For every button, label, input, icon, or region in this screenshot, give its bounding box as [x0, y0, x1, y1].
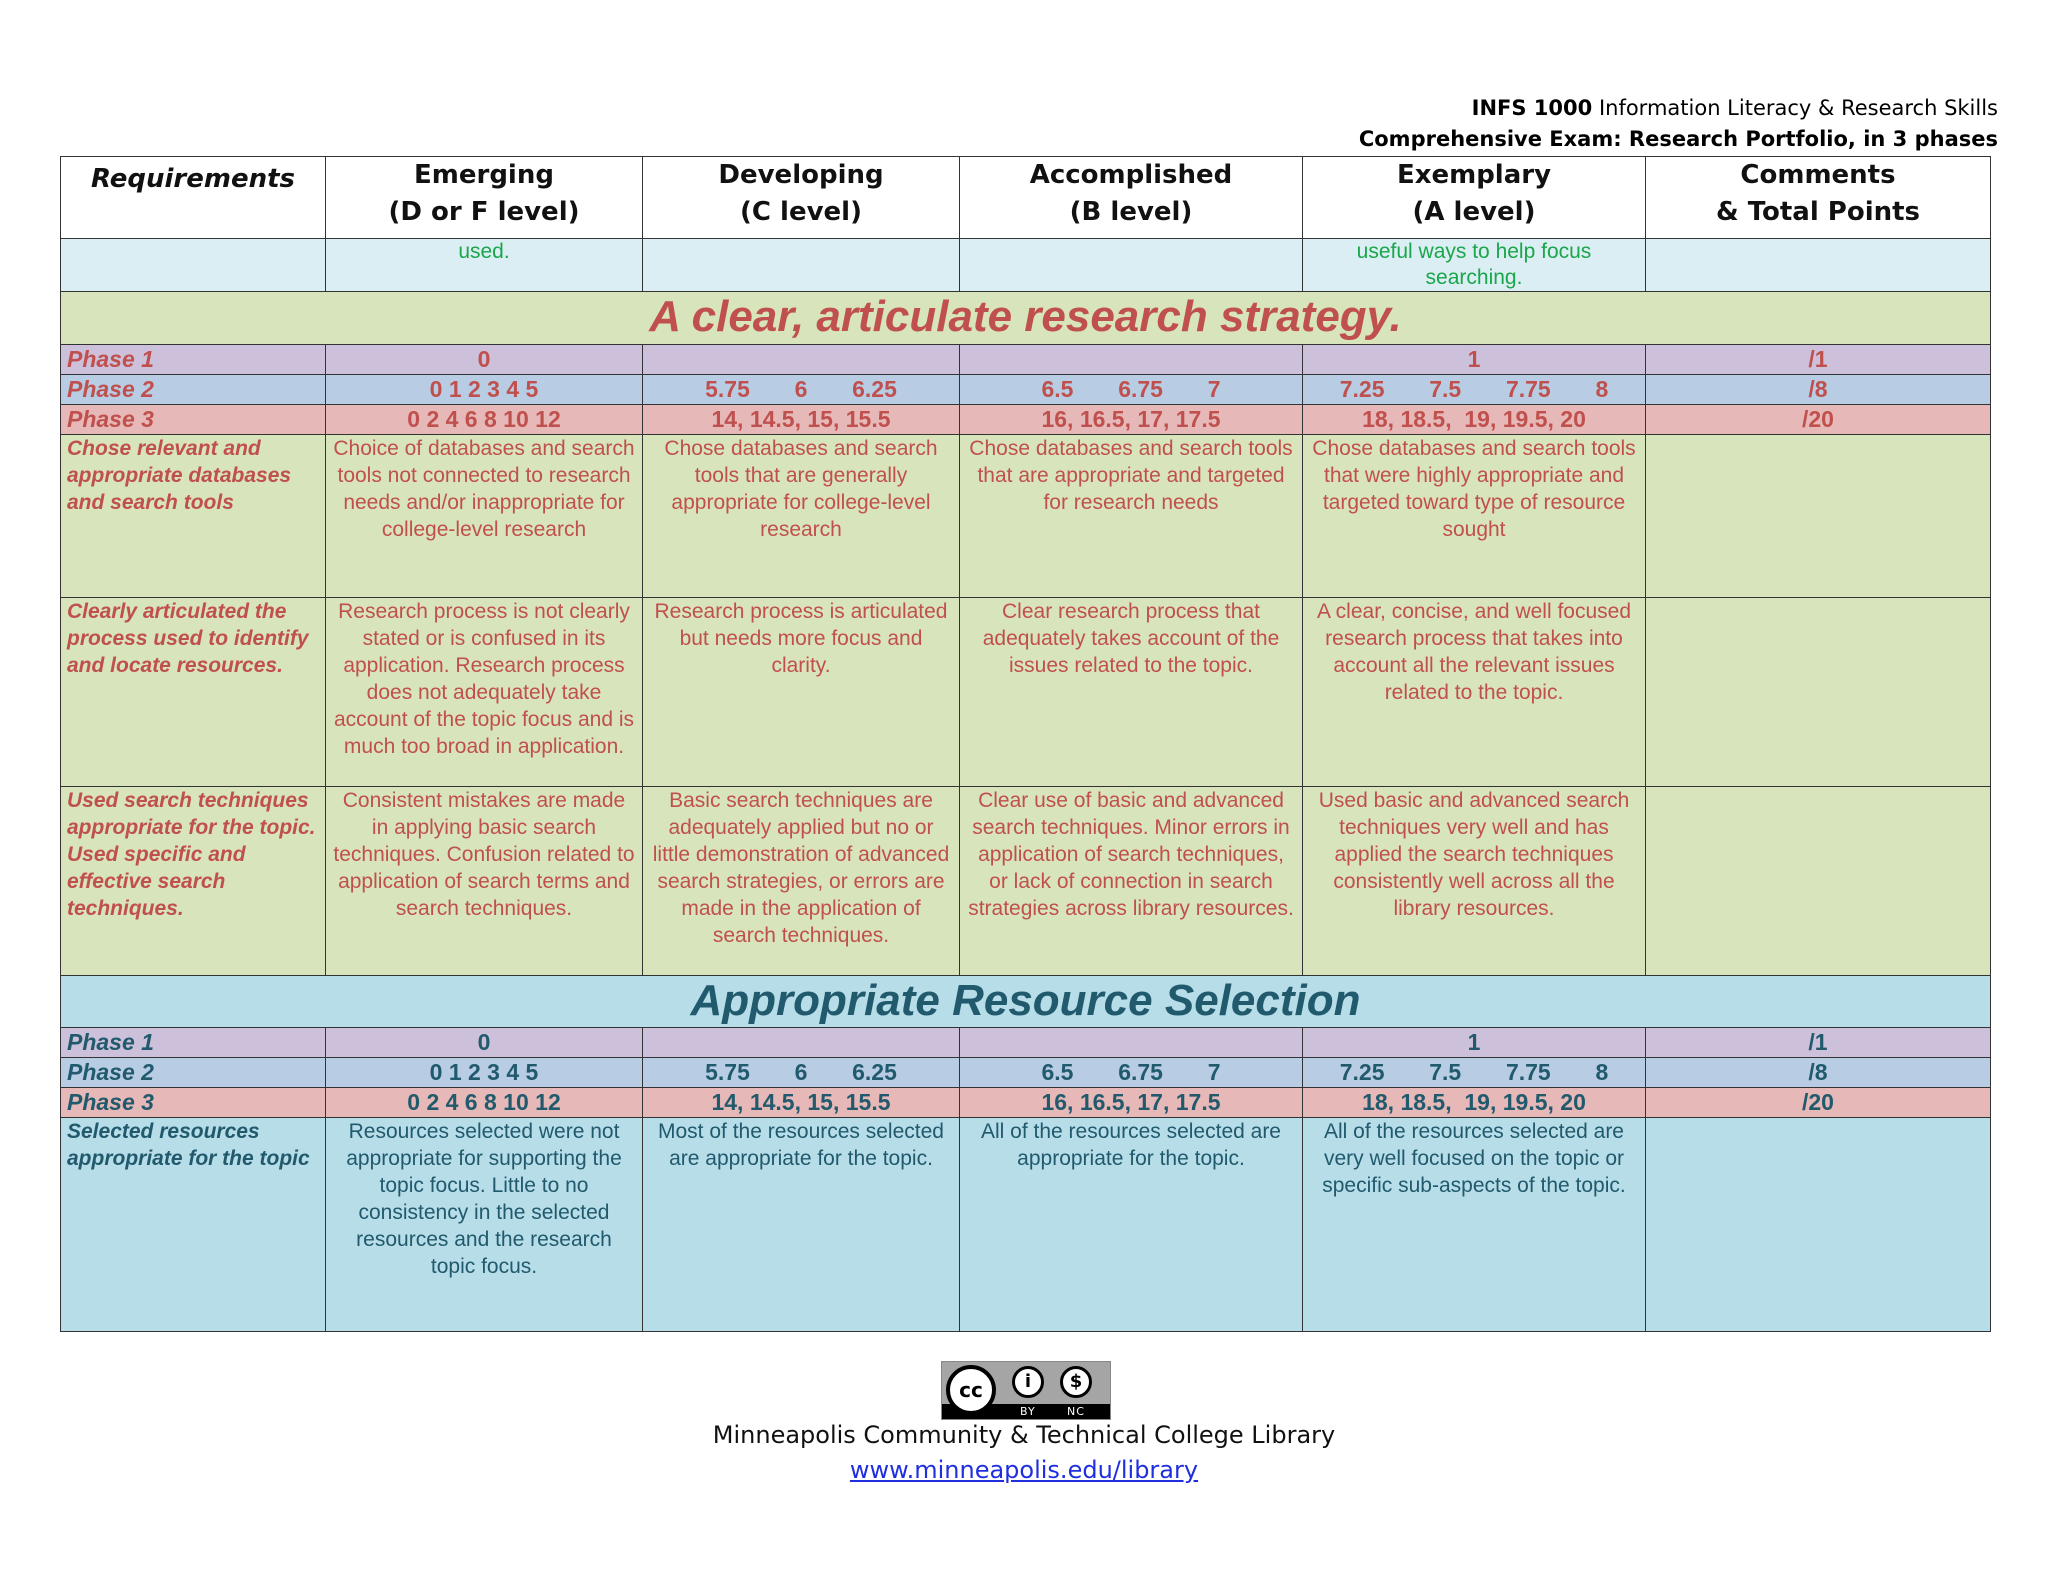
phase-developing: 5.75 6 6.25	[643, 1058, 960, 1088]
phase-exemplary: 7.25 7.5 7.75 8	[1303, 1058, 1646, 1088]
nc-label: NC	[1067, 1405, 1085, 1418]
phase-developing	[643, 345, 960, 375]
criterion-row	[61, 598, 1991, 787]
criterion-accomplished: Clear research process that adequately takes account of the issues related to the topic.	[960, 598, 1303, 787]
page-header	[1359, 93, 1998, 155]
col-header-emerging: Emerging (D or F level)	[326, 157, 643, 239]
criterion-accomplished: Chose databases and search tools that are appropriate and targeted for research needs	[960, 435, 1303, 598]
phase-label: Phase 3	[61, 1088, 326, 1118]
course-code: INFS 1000	[1471, 96, 1593, 120]
criterion-developing: Basic search techniques are adequately applied but no or little demonstration of advanced search strategies, or errors are made in the application of search techniques.	[643, 787, 960, 976]
phase-row	[61, 405, 1991, 435]
criterion-emerging: Resources selected were not appropriate for supporting the topic focus. Little to no consistency in the selected resources and the research topic focus.	[326, 1118, 643, 1332]
phase-row	[61, 1028, 1991, 1058]
course-line	[1359, 93, 1998, 124]
phase-emerging: 0	[326, 1028, 643, 1058]
criterion-row	[61, 1118, 1991, 1332]
continuation-comments	[1646, 239, 1991, 292]
continuation-accomplished	[960, 239, 1303, 292]
phase-accomplished: 16, 16.5, 17, 17.5	[960, 1088, 1303, 1118]
phase-total: /1	[1646, 345, 1991, 375]
phase-accomplished	[960, 1028, 1303, 1058]
phase-label: Phase 1	[61, 1028, 326, 1058]
phase-label: Phase 2	[61, 1058, 326, 1088]
criterion-accomplished: Clear use of basic and advanced search techniques. Minor errors in application of search techniques, or lack of connection in search strategies across library resources.	[960, 787, 1303, 976]
criterion-emerging: Research process is not clearly stated or is confused in its application. Research process does not adequately take account of the topic focus and is much too broad in application.	[326, 598, 643, 787]
phase-total: /1	[1646, 1028, 1991, 1058]
phase-total: /8	[1646, 375, 1991, 405]
criterion-row	[61, 435, 1991, 598]
phase-accomplished: 16, 16.5, 17, 17.5	[960, 405, 1303, 435]
library-url-link[interactable]: www.minneapolis.edu/library	[849, 1456, 1199, 1484]
col-header-comments: Comments & Total Points	[1646, 157, 1991, 239]
phase-accomplished: 6.5 6.75 7	[960, 375, 1303, 405]
phase-total: /8	[1646, 1058, 1991, 1088]
phase-label: Phase 2	[61, 375, 326, 405]
exam-title: Comprehensive Exam: Research Portfolio, in 3 phases	[1358, 127, 1998, 151]
criterion-requirement: Clearly articulated the process used to identify and locate resources.	[61, 598, 326, 787]
criterion-exemplary: All of the resources selected are very well focused on the topic or specific sub-aspects of the topic.	[1303, 1118, 1646, 1332]
section-resource-selection	[61, 976, 1991, 1332]
phase-exemplary: 1	[1303, 1028, 1646, 1058]
cc-license-badge[interactable]	[941, 1361, 1111, 1420]
phase-accomplished: 6.5 6.75 7	[960, 1058, 1303, 1088]
phase-emerging: 0 2 4 6 8 10 12	[326, 405, 643, 435]
criterion-developing: Most of the resources selected are appropriate for the topic.	[643, 1118, 960, 1332]
phase-exemplary: 1	[1303, 345, 1646, 375]
criterion-emerging: Consistent mistakes are made in applying basic search techniques. Confusion related to application of search terms and search techniques.	[326, 787, 643, 976]
continuation-emerging: used.	[326, 239, 643, 292]
phase-row	[61, 1058, 1991, 1088]
phase-developing: 5.75 6 6.25	[643, 375, 960, 405]
criterion-row	[61, 787, 1991, 976]
criterion-requirement: Selected resources appropriate for the topic	[61, 1118, 326, 1332]
criterion-comments[interactable]	[1646, 787, 1991, 976]
criterion-requirement: Chose relevant and appropriate databases and search tools	[61, 435, 326, 598]
library-url-line	[0, 1456, 2048, 1484]
criterion-developing: Research process is articulated but needs more focus and clarity.	[643, 598, 960, 787]
phase-developing: 14, 14.5, 15, 15.5	[643, 1088, 960, 1118]
section-research-strategy	[61, 292, 1991, 976]
library-name: Minneapolis Community & Technical College Library	[712, 1421, 1336, 1449]
course-title: Information Literacy & Research Skills	[1598, 96, 1998, 120]
phase-label: Phase 3	[61, 405, 326, 435]
phase-developing	[643, 1028, 960, 1058]
phase-exemplary: 18, 18.5, 19, 19.5, 20	[1303, 1088, 1646, 1118]
phase-emerging: 0 1 2 3 4 5	[326, 375, 643, 405]
section-title: A clear, articulate research strategy.	[61, 292, 1991, 345]
col-header-exemplary: Exemplary (A level)	[1303, 157, 1646, 239]
phase-emerging: 0 2 4 6 8 10 12	[326, 1088, 643, 1118]
phase-developing: 14, 14.5, 15, 15.5	[643, 405, 960, 435]
phase-total: /20	[1646, 405, 1991, 435]
criterion-exemplary: Chose databases and search tools that were highly appropriate and targeted toward type of resource sought	[1303, 435, 1646, 598]
col-header-accomplished: Accomplished (B level)	[960, 157, 1303, 239]
criterion-exemplary: A clear, concise, and well focused research process that takes into account all the relevant issues related to the topic.	[1303, 598, 1646, 787]
attribution-icon: i	[1012, 1366, 1044, 1398]
phase-exemplary: 7.25 7.5 7.75 8	[1303, 375, 1646, 405]
criterion-comments[interactable]	[1646, 1118, 1991, 1332]
continuation-row	[61, 239, 1991, 292]
phase-exemplary: 18, 18.5, 19, 19.5, 20	[1303, 405, 1646, 435]
phase-row	[61, 375, 1991, 405]
section-title: Appropriate Resource Selection	[61, 976, 1991, 1028]
phase-total: /20	[1646, 1088, 1991, 1118]
criterion-comments[interactable]	[1646, 598, 1991, 787]
continuation-developing	[643, 239, 960, 292]
cc-icon: cc	[946, 1365, 996, 1415]
section-title-row	[61, 292, 1991, 345]
criterion-comments[interactable]	[1646, 435, 1991, 598]
criterion-accomplished: All of the resources selected are appropriate for the topic.	[960, 1118, 1303, 1332]
criterion-requirement: Used search techniques appropriate for the topic. Used specific and effective search techniques.	[61, 787, 326, 976]
rubric-table	[60, 156, 1991, 1332]
header-row	[61, 157, 1991, 239]
col-header-developing: Developing (C level)	[643, 157, 960, 239]
continuation-requirement	[61, 239, 326, 292]
phase-emerging: 0 1 2 3 4 5	[326, 1058, 643, 1088]
phase-emerging: 0	[326, 345, 643, 375]
section-title-row	[61, 976, 1991, 1028]
noncommercial-icon: $	[1060, 1366, 1092, 1398]
col-header-requirements: Requirements	[61, 157, 326, 239]
phase-accomplished	[960, 345, 1303, 375]
phase-label: Phase 1	[61, 345, 326, 375]
phase-row	[61, 345, 1991, 375]
continuation-exemplary: useful ways to help focus searching.	[1303, 239, 1646, 292]
criterion-emerging: Choice of databases and search tools not connected to research needs and/or inappropriate for college-level research	[326, 435, 643, 598]
phase-row	[61, 1088, 1991, 1118]
criterion-developing: Chose databases and search tools that are generally appropriate for college-level research	[643, 435, 960, 598]
criterion-exemplary: Used basic and advanced search techniques very well and has applied the search techniques consistently well across all the library resources.	[1303, 787, 1646, 976]
by-label: BY	[1020, 1405, 1036, 1418]
